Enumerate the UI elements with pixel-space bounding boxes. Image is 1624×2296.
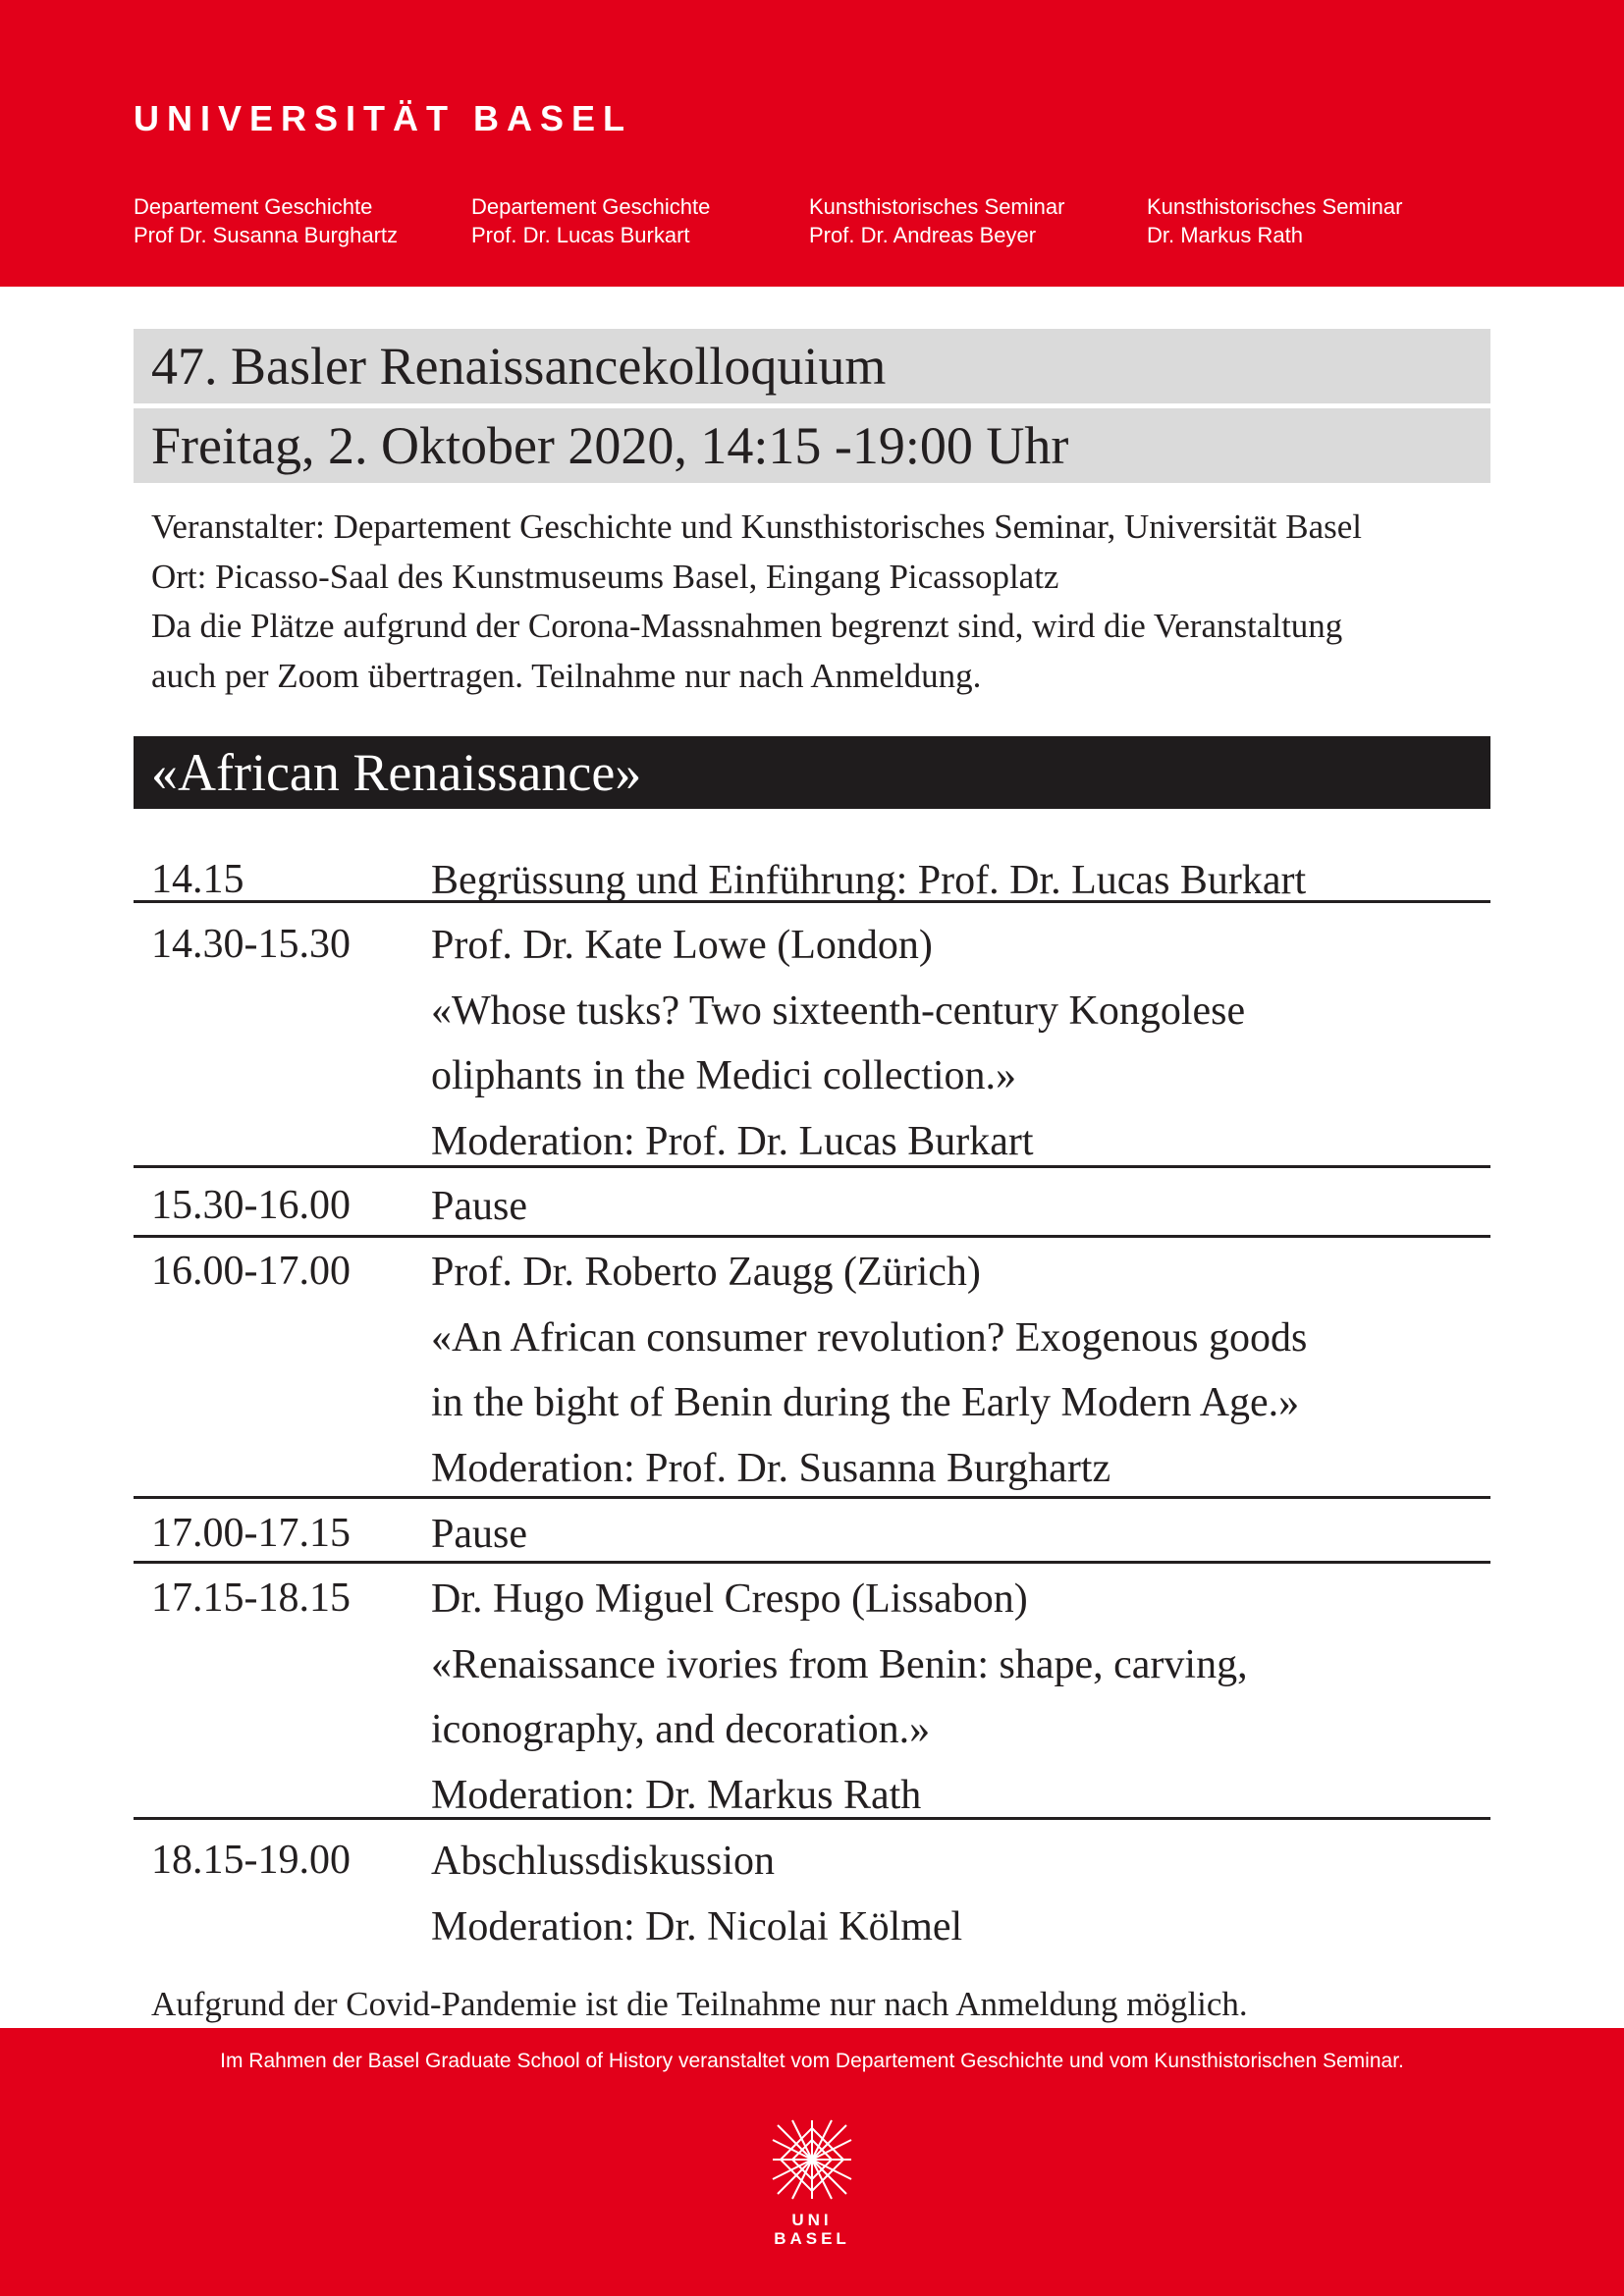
- contact-person: Prof. Dr. Lucas Burkart: [471, 223, 690, 247]
- schedule-line: «Renaissance ivories from Benin: shape, carving,: [431, 1641, 1248, 1687]
- contact-block: [1147, 192, 1471, 249]
- schedule-line: Moderation: Prof. Dr. Susanna Burghartz: [431, 1445, 1111, 1491]
- event-info: [151, 503, 1506, 701]
- schedule-time: 15.30-16.00: [151, 1183, 351, 1228]
- contact-department: Departement Geschichte: [471, 194, 711, 219]
- info-line: Da die Plätze aufgrund der Corona-Massnahmen begrenzt sind, wird die Veranstaltung: [151, 607, 1343, 645]
- schedule-line: Moderation: Dr. Markus Rath: [431, 1772, 922, 1818]
- logo-text-uni: UNI: [791, 2211, 833, 2229]
- schedule-item: [431, 913, 1245, 1174]
- contact-block: [471, 192, 795, 249]
- schedule-time: 17.00-17.15: [151, 1511, 351, 1556]
- schedule-time: 16.00-17.00: [151, 1249, 351, 1294]
- schedule-line: in the bight of Benin during the Early Modern Age.»: [431, 1380, 1300, 1425]
- footer-text: Im Rahmen der Basel Graduate School of History veranstaltet vom Departement Geschichte und vom Kunsthistorischen Seminar.: [220, 2050, 1404, 2072]
- contact-department: Kunsthistorisches Seminar: [809, 194, 1065, 219]
- contact-department: Departement Geschichte: [134, 194, 373, 219]
- schedule-line: Moderation: Dr. Nicolai Kölmel: [431, 1903, 963, 1949]
- schedule-line: Prof. Dr. Roberto Zaugg (Zürich): [431, 1250, 981, 1295]
- schedule-divider: [134, 1235, 1490, 1238]
- contact-person: Prof Dr. Susanna Burghartz: [134, 223, 399, 247]
- university-title: UNIVERSITÄT BASEL: [134, 98, 633, 138]
- schedule-time: 18.15-19.00: [151, 1838, 351, 1883]
- schedule-line: oliphants in the Medici collection.»: [431, 1053, 1017, 1098]
- contact-block: [809, 192, 1133, 249]
- theme-heading: «African Renaissance»: [134, 736, 1490, 809]
- schedule-item: [431, 1174, 527, 1240]
- event-date: Freitag, 2. Oktober 2020, 14:15 -19:00 Uhr: [134, 408, 1490, 483]
- schedule-line: «Whose tusks? Two sixteenth-century Kongolese: [431, 988, 1246, 1034]
- schedule-divider: [134, 1561, 1490, 1564]
- event-title: 47. Basler Renaissancekolloquium: [134, 329, 1490, 403]
- schedule-item: [431, 1829, 962, 1959]
- contact-person: Prof. Dr. Andreas Beyer: [809, 223, 1037, 247]
- header-banner: [0, 0, 1624, 287]
- contact-department: Kunsthistorisches Seminar: [1147, 194, 1403, 219]
- schedule-line: Prof. Dr. Kate Lowe (London): [431, 923, 933, 968]
- registration-note: Aufgrund der Covid-Pandemie ist die Teilnahme nur nach Anmeldung möglich.: [151, 1985, 1248, 2023]
- info-line: Ort: Picasso-Saal des Kunstmuseums Basel, Eingang Picassoplatz: [151, 557, 1059, 596]
- schedule-time: 14.30-15.30: [151, 922, 351, 967]
- schedule-time: 17.15-18.15: [151, 1575, 351, 1621]
- schedule-line: Pause: [431, 1512, 527, 1557]
- schedule-item: [431, 1502, 527, 1568]
- schedule-line: Abschlussdiskussion: [431, 1839, 776, 1884]
- logo-text-basel: BASEL: [774, 2229, 850, 2248]
- schedule-line: iconography, and decoration.»: [431, 1707, 931, 1752]
- schedule-line: Dr. Hugo Miguel Crespo (Lissabon): [431, 1576, 1028, 1622]
- contact-person: Dr. Markus Rath: [1147, 223, 1303, 247]
- schedule-time: 14.15: [151, 857, 244, 902]
- schedule-item: [431, 1240, 1307, 1501]
- contact-block: [134, 192, 458, 249]
- schedule-line: Moderation: Prof. Dr. Lucas Burkart: [431, 1118, 1034, 1164]
- schedule-item: [431, 1567, 1248, 1828]
- info-line: Veranstalter: Departement Geschichte und Kunsthistorisches Seminar, Universität Basel: [151, 507, 1362, 546]
- schedule-line: «An African consumer revolution? Exogenous goods: [431, 1314, 1308, 1361]
- schedule-line: Pause: [431, 1184, 527, 1229]
- footer-banner: [0, 2028, 1624, 2296]
- schedule-item: [431, 848, 1306, 914]
- info-line: auch per Zoom übertragen. Teilnahme nur nach Anmeldung.: [151, 656, 982, 695]
- schedule-line: Begrüssung und Einführung: Prof. Dr. Lucas Burkart: [431, 858, 1307, 903]
